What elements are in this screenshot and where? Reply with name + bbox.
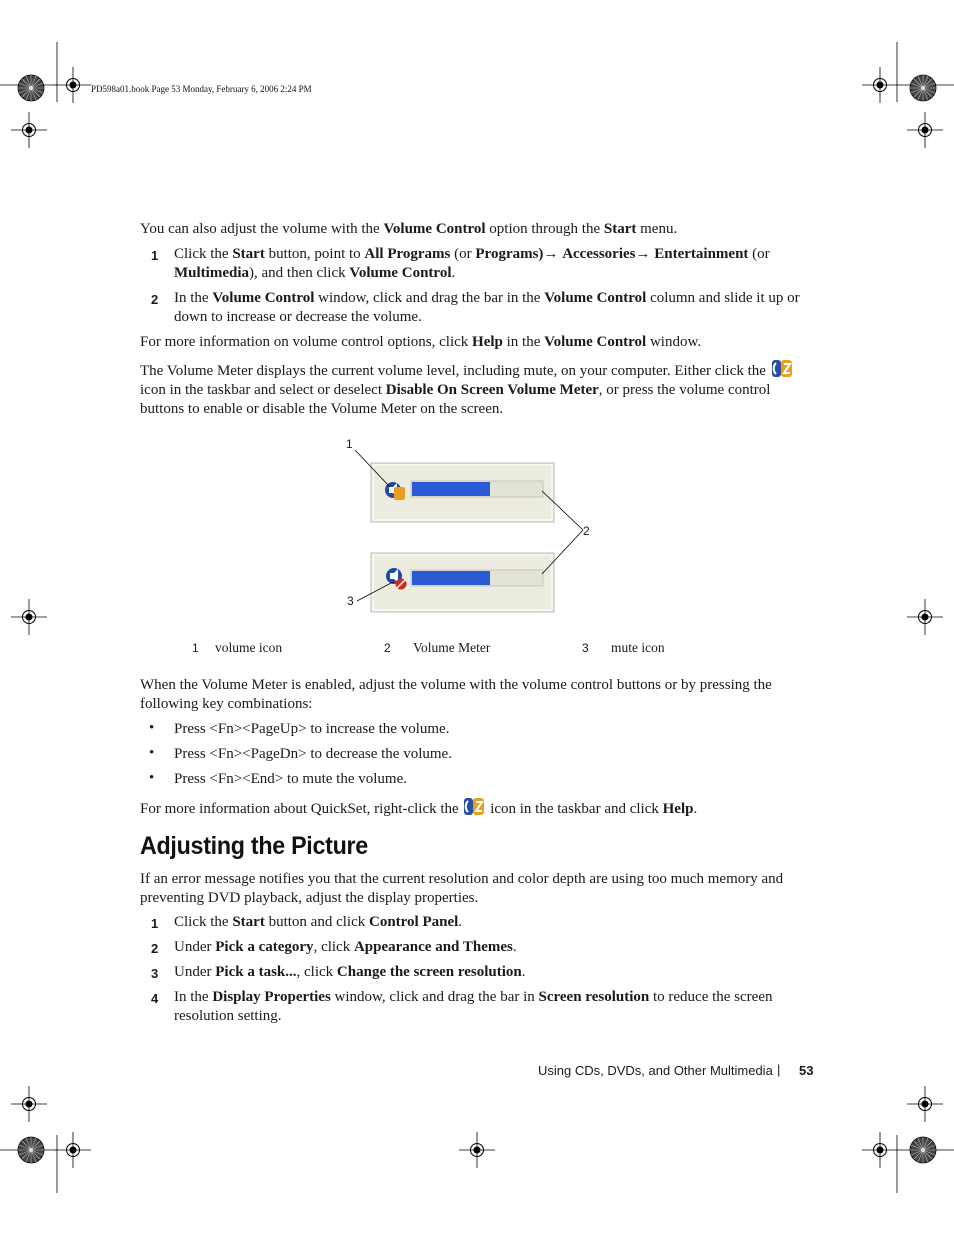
- step-number: 2: [151, 941, 159, 956]
- bullet-mark: •: [149, 720, 155, 736]
- quickset-icon: [462, 795, 486, 817]
- step-text: In the Volume Control window, click and drag the bar in the Volume Control column and slide it up or down to increase or decrease the volume.: [174, 290, 800, 325]
- legend-label: mute icon: [611, 640, 665, 655]
- legend-label: volume icon: [215, 640, 283, 655]
- quickset-icon: [770, 357, 794, 379]
- bullet-item: Press <Fn><PageUp> to increase the volume.: [174, 721, 450, 737]
- volume-level-bar: [412, 571, 490, 585]
- step-number: 4: [151, 991, 159, 1006]
- enabled-paragraph: When the Volume Meter is enabled, adjust the volume with the volume control buttons or by pressing the following key combinations:: [140, 677, 772, 712]
- callout-2: 2: [583, 524, 590, 538]
- picture-paragraph: If an error message notifies you that the current resolution and color depth are using too much memory and preventing DVD playback, adjust the display properties.: [140, 871, 784, 906]
- step-number: 3: [151, 966, 159, 981]
- legend-number: 1: [192, 641, 199, 655]
- bullet-item: Press <Fn><PageDn> to decrease the volume.: [174, 746, 452, 762]
- step-text: Click the Start button and click Control Panel.: [174, 914, 463, 930]
- volume-meter-paragraph: The Volume Meter displays the current volume level, including mute, on your computer. Either click the icon in the taskbar and select or deselect Disable On Screen Volume Meter, or press the volume control buttons to enable or disable the Volume Meter on the screen.: [140, 357, 815, 419]
- section-heading: Adjusting the Picture: [140, 832, 368, 860]
- volume-level-bar: [412, 482, 490, 496]
- step-text: Under Pick a category, click Appearance and Themes.: [174, 939, 517, 955]
- callout-1: 1: [346, 437, 353, 451]
- step-text: Under Pick a task..., click Change the screen resolution.: [174, 964, 526, 980]
- step-text: In the Display Properties window, click and drag the bar in Screen resolution to reduce the screen resolution setting.: [174, 989, 773, 1024]
- footer-separator: |: [777, 1062, 781, 1077]
- legend-number: 3: [582, 641, 589, 655]
- bullet-mark: •: [149, 745, 155, 761]
- footer-section-title: Using CDs, DVDs, and Other Multimedia: [538, 1063, 773, 1078]
- legend-number: 2: [384, 641, 391, 655]
- volume-meter-figure: [340, 435, 600, 615]
- bullet-mark: •: [149, 770, 155, 786]
- step-number: 1: [151, 248, 159, 263]
- step-text: Click the Start button, point to All Programs (or Programs)→ Accessories→ Entertainment (or Multimedia), and then click Volume Control.: [174, 246, 770, 281]
- intro-paragraph: You can also adjust the volume with the Volume Control option through the Start menu.: [140, 221, 678, 237]
- more-info-paragraph: For more information on volume control options, click Help in the Volume Control window.: [140, 334, 702, 350]
- print-slug: PD598a01.book Page 53 Monday, February 6, 2006 2:24 PM: [91, 84, 312, 94]
- step-number: 1: [151, 916, 159, 931]
- callout-3: 3: [347, 594, 354, 608]
- page-number: 53: [799, 1063, 814, 1078]
- bullet-item: Press <Fn><End> to mute the volume.: [174, 771, 407, 787]
- quickset-paragraph: For more information about QuickSet, right-click the icon in the taskbar and click Help.: [140, 795, 815, 819]
- step-number: 2: [151, 292, 159, 307]
- legend-label: Volume Meter: [413, 640, 491, 655]
